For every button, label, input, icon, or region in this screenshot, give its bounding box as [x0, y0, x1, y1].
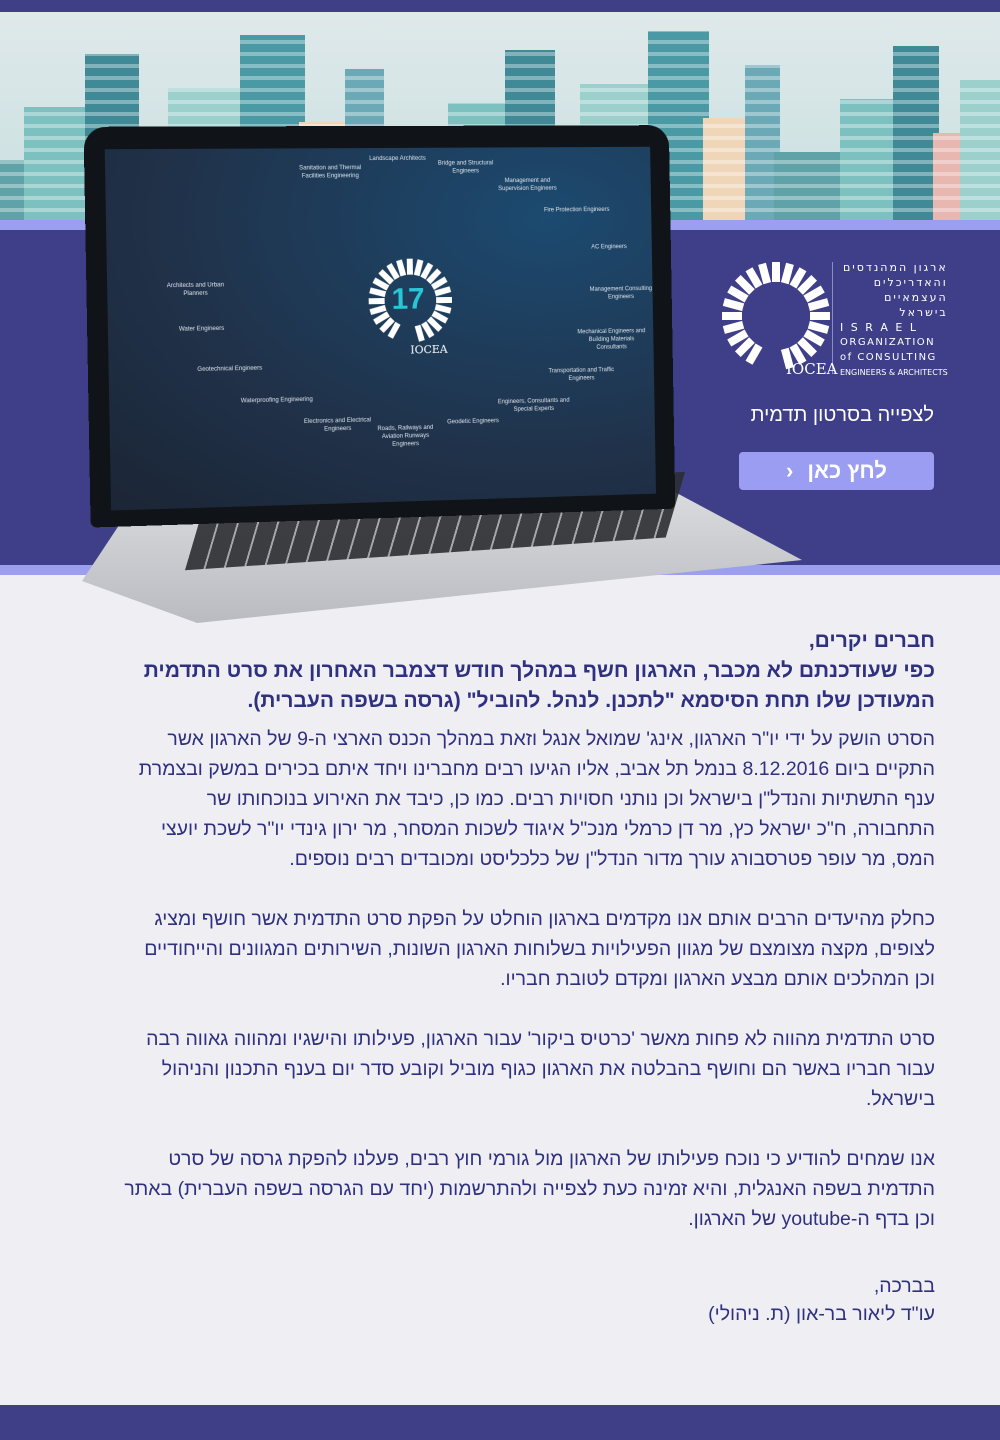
logo-ray [800, 340, 814, 354]
logo-ray [424, 323, 432, 337]
screen-discipline-label: Landscape Architects [369, 155, 426, 163]
logo-ray [416, 260, 420, 275]
logo-ray [375, 314, 389, 322]
logo-ray [381, 319, 392, 331]
logo-ray [435, 289, 450, 293]
building-shape [840, 99, 899, 220]
logo-line: ENGINEERS & ARCHITECTS [840, 368, 948, 377]
closing: בברכה, [873, 1275, 935, 1297]
laptop-image [40, 118, 800, 658]
logo-ray [374, 280, 388, 288]
letter-body [120, 626, 935, 1328]
laptop-screen [84, 125, 676, 527]
logo-ray [435, 307, 450, 311]
screen-discipline-label: Mechanical Engineers and Building Materials Consultants [577, 328, 646, 351]
logo-ray [380, 271, 391, 282]
logo-mark-text: IOCEA [786, 360, 838, 378]
logo-ray [418, 325, 422, 340]
footer-bar [0, 1405, 1000, 1440]
screen-discipline-label: Bridge and Structural Engineers [437, 160, 494, 175]
logo-line: והאדריכלים [873, 276, 948, 289]
screen-discipline-label: Architects and Urban Planners [166, 281, 225, 297]
logo-ray [432, 279, 446, 287]
logo-ray [809, 302, 828, 307]
logo-ray [433, 313, 447, 321]
screen-discipline-label: Sanitation and Thermal Facilities Engineering [299, 165, 362, 181]
logo-line: ORGANIZATION [840, 337, 936, 348]
screen-discipline-label: Waterproofing Engineering [240, 397, 313, 405]
screen-brand: IOCEA [410, 342, 448, 357]
screen-discipline-label: Water Engineers [178, 325, 225, 333]
logo-line: ארגון המהנדסים [843, 261, 948, 274]
signature: עו"ד ליאור בר-און (ת. ניהולי) [708, 1303, 935, 1325]
laptop-display [105, 147, 656, 511]
logo-ray [370, 290, 385, 294]
intro: כפי שעודכנתם לא מכבר, הארגון חשף במהלך חודש דצמבר האחרון את סרט התדמית המעודכן שלו תחת הסיסמא "לתכנן. לנהל. להוביל" (גרסה בשפה העברית). [143, 659, 935, 712]
logo-ray [370, 308, 385, 312]
building-shape [960, 80, 1000, 220]
click-here-label: לחץ כאן [807, 458, 887, 483]
screen-discipline-label: Roads, Railways and Aviation Runways Engineers [377, 424, 434, 448]
screen-discipline-label: AC Engineers [591, 244, 627, 251]
logo-ray [805, 289, 822, 299]
logo-ray [423, 264, 431, 278]
logo-ray [429, 318, 440, 329]
screen-discipline-label: Geodetic Engineers [447, 417, 499, 426]
screen-discipline-label: Geotechnical Engineers [197, 365, 263, 373]
logo-line: I S R A E L [840, 321, 918, 334]
logo-ray [800, 278, 814, 292]
screen-discipline-label: Management Consulting Engineers [589, 285, 653, 301]
chevron-left-icon: ‹ [786, 458, 794, 483]
logo-line: העצמאיים [884, 291, 948, 304]
logo-ray [399, 260, 403, 275]
paragraph: אנו שמחים להודיע כי נוכח פעילותו של הארגון מול גורמי חוץ רבים, פעלנו להפקת גרסה של סרט התדמית בשפה האנגלית, והיא זמינה כעת לצפייה ולהתרשמות (יחד עם הגרסה בשפה העברית) באתר וכן בדף ה-youtube של הארגון. [124, 1148, 935, 1230]
paragraph: הסרט הושק על ידי יו"ר הארגון, אינג' שמואל אנגל וזאת במהלך הכנס הארצי ה-9 של הארגון אשר התקיים ביום 8.12.2016 בנמל תל אביב, אליו הגיעו רבים מחברינו ויחד איתם בכירים במשק ובצמרת ענף התשתיות והנדל"ן בישראל וכן נותני חסויות רבים. כמו כן, כיבד את האירוע בנוכחותו שר התחבורה, ח"כ ישראל כץ, מר דן כרמלי מנכ"ל איגוד לשכות המסחר, מר ירון גינדי יו"ר לשכת יועצי המס, מר עופר פטרסבורג עורך מדור הנדל"ן של כלכליסט ומכובדים רבים נוספים. [138, 728, 935, 870]
logo-text [840, 260, 948, 380]
logo-line: of CONSULTING [840, 352, 937, 363]
screen-discipline-label: Management and Supervision Engineers [498, 177, 557, 193]
logo-divider [832, 262, 833, 374]
screen-discipline-label: Electronics and Electrical Engineers [303, 417, 372, 433]
logo-ray [390, 323, 398, 337]
logo-ray [428, 271, 439, 282]
watch-video-text: לצפייה בסרטון תדמית [750, 404, 934, 426]
top-bar [0, 0, 1000, 12]
screen-discipline-label: Engineers, Consultants and Special Experts [497, 397, 570, 413]
paragraph: סרט התדמית מהווה לא פחות מאשר 'כרטיס ביקור' עבור הארגון, פעילותו והישגיו ומהווה גאווה רבה עבור חבריו באשר הם וחושף בהבלטה את הארגון כגוף מוביל וקובע סדר יום בענף התכנון והניהול בישראל. [146, 1028, 935, 1110]
logo-line: בישראל [899, 306, 948, 319]
paragraph: כחלק מהיעדים הרבים אותם אנו מקדמים בארגון הוחלט על הפקת סרט התדמית אשר חושף ומציג לצופים, מקצה מצומצם של מגוון הפעילויות בשלוחות הארגון השונות, השירותים המגוונים והייחודיים וכן המהלכים אותם מבצע הארגון ומקדם לטובת חבריו. [144, 908, 935, 990]
greeting: חברים יקרים, [808, 629, 935, 652]
logo-ray [809, 325, 828, 330]
logo-ray [389, 264, 397, 278]
screen-discipline-label: Fire Protection Engineers [543, 206, 610, 214]
logo-ray [805, 333, 822, 343]
screen-number: 17 [391, 282, 425, 316]
screen-discipline-label: Transportation and Traffic Engineers [548, 366, 615, 382]
